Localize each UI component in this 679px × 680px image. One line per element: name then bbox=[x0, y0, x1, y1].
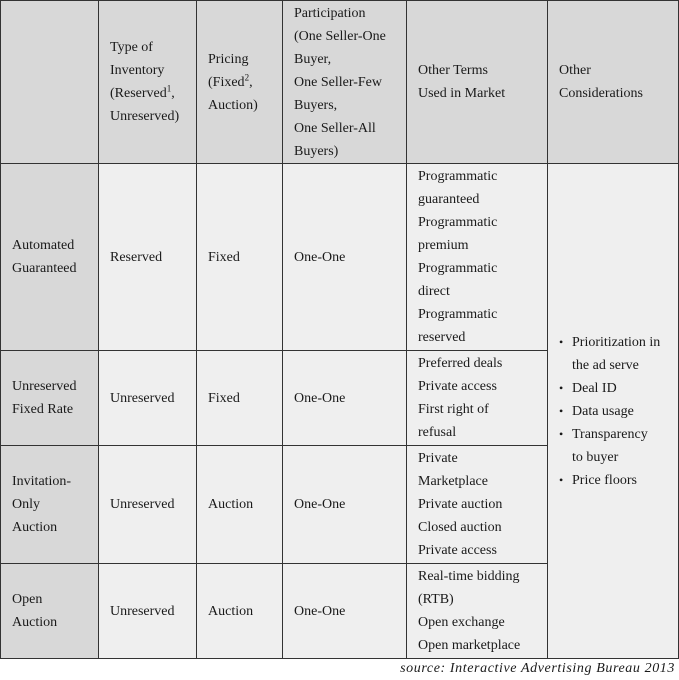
list-item: • Transparency to buyer bbox=[559, 423, 678, 469]
list-item: • Deal ID bbox=[559, 377, 678, 400]
row-name-cell: Unreserved Fixed Rate bbox=[1, 351, 99, 446]
inventory-cell: Unreserved bbox=[99, 564, 197, 659]
inventory-cell: Reserved bbox=[99, 164, 197, 351]
header-other-terms: Other Terms Used in Market bbox=[407, 1, 548, 164]
list-item: • Price floors bbox=[559, 469, 678, 492]
pricing-cell: Fixed bbox=[197, 351, 283, 446]
header-other-considerations: Other Considerations bbox=[548, 1, 679, 164]
participation-cell: One-One bbox=[283, 564, 407, 659]
row-name-cell: Open Auction bbox=[1, 564, 99, 659]
source-caption: source: Interactive Advertising Bureau 2013 bbox=[400, 661, 675, 676]
row-name-cell: Invitation- Only Auction bbox=[1, 446, 99, 564]
list-item: • Data usage bbox=[559, 400, 678, 423]
row-name-cell: Automated Guaranteed bbox=[1, 164, 99, 351]
table-header-row bbox=[1, 1, 679, 164]
table-row bbox=[1, 164, 679, 351]
other-terms-cell: Real-time bidding (RTB) Open exchange Open marketplace bbox=[407, 564, 548, 659]
other-terms-cell: Programmatic guaranteed Programmatic premium Programmatic direct Programmatic reserved bbox=[407, 164, 548, 351]
header-type-of-inventory: Type of Inventory (Reserved$^1$, Unreserved) bbox=[99, 1, 197, 164]
participation-cell: One-One bbox=[283, 446, 407, 564]
participation-cell: One-One bbox=[283, 164, 407, 351]
inventory-cell: Unreserved bbox=[99, 351, 197, 446]
other-terms-cell: Preferred deals Private access First right of refusal bbox=[407, 351, 548, 446]
inventory-cell: Unreserved bbox=[99, 446, 197, 564]
other-terms-cell: Private Marketplace Private auction Closed auction Private access bbox=[407, 446, 548, 564]
header-participation: Participation (One Seller-One Buyer, One Seller-Few Buyers, One Seller-All Buyers) bbox=[283, 1, 407, 164]
list-item: • Prioritization in the ad serve bbox=[559, 331, 678, 377]
participation-cell: One-One bbox=[283, 351, 407, 446]
pricing-cell: Auction bbox=[197, 564, 283, 659]
header-pricing: Pricing (Fixed$^2$, Auction) bbox=[197, 1, 283, 164]
header-blank-cell bbox=[1, 1, 99, 164]
other-considerations-cell bbox=[548, 164, 679, 659]
pricing-cell: Auction bbox=[197, 446, 283, 564]
pricing-cell: Fixed bbox=[197, 164, 283, 351]
considerations-list bbox=[559, 331, 678, 492]
